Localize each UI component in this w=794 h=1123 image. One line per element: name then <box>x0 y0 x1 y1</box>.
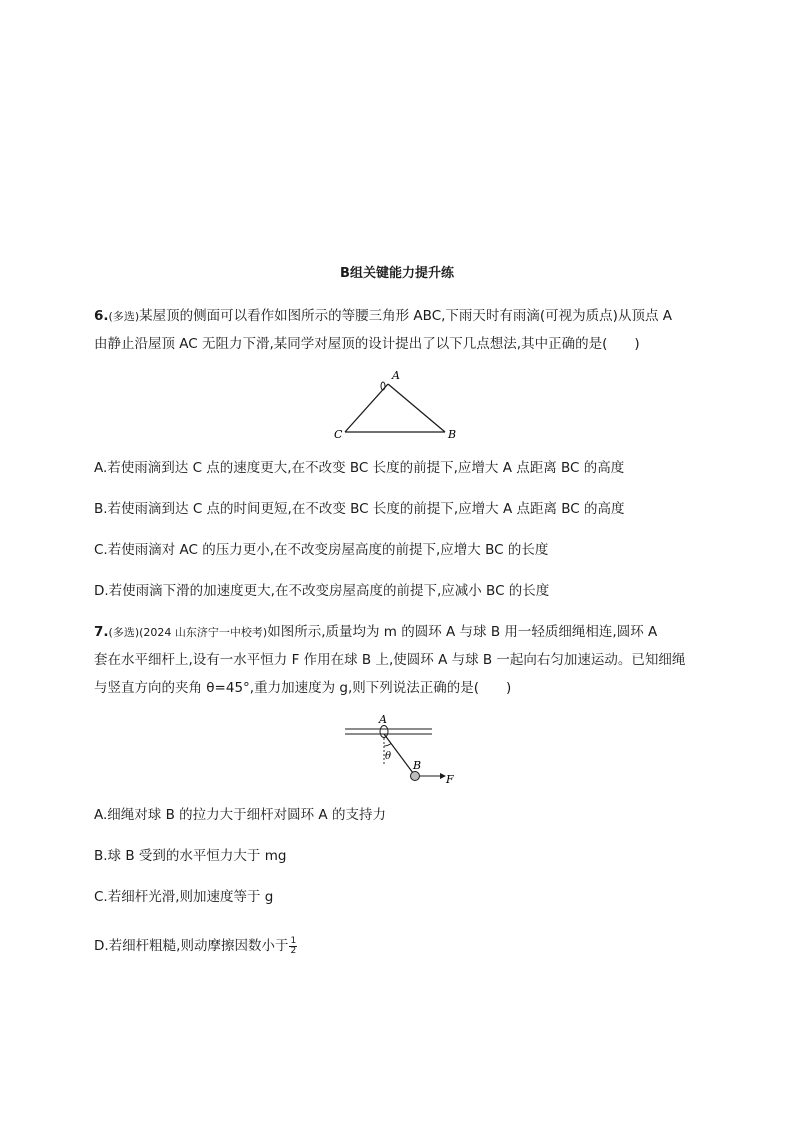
q7-stem-line1: 7.(多选)(2024 山东济宁一中校考)如图所示,质量均为 m 的圆环 A 与球 B 用一轻质细绳相连,圆环 A <box>94 624 658 640</box>
q7-stem-line3: 与竖直方向的夹角 θ=45°,重力加速度为 g,则下列说法正确的是( ) <box>94 680 512 696</box>
fraction-numerator: 1 <box>290 935 297 946</box>
q6-stem-line2: 由静止沿屋顶 AC 无阻力下滑,某同学对屋顶的设计提出了以下几点想法,其中正确的是( ) <box>94 336 640 352</box>
edge-ab <box>388 384 445 432</box>
q6-stem-text1: 某屋顶的侧面可以看作如图所示的等腰三角形 ABC,下雨天时有雨滴(可视为质点)从顶点 A <box>139 308 672 324</box>
q7-number: 7 <box>94 624 104 640</box>
q7-stem-line2: 套在水平细杆上,设有一水平恒力 F 作用在球 B 上,使圆环 A 与球 B 一起向右匀加速运动。已知细绳 <box>94 652 686 668</box>
q6-option-b: B.若使雨滴到达 C 点的时间更短,在不改变 BC 长度的前提下,应增大 A 点距离 BC 的高度 <box>94 501 625 517</box>
q7-stem-text1: 如图所示,质量均为 m 的圆环 A 与球 B 用一轻质细绳相连,圆环 A <box>267 624 658 640</box>
label-theta: θ <box>385 751 392 762</box>
q7-option-a: A.细绳对球 B 的拉力大于细杆对圆环 A 的支持力 <box>94 807 386 823</box>
q7-option-c: C.若细杆光滑,则加速度等于 g <box>94 889 274 905</box>
label-a: A <box>392 369 400 382</box>
edge-ac <box>345 384 388 432</box>
section-title: B组关键能力提升练 <box>340 266 454 281</box>
label-b: B <box>448 428 457 441</box>
ball-b-icon <box>411 772 420 781</box>
ring-a-icon <box>380 726 388 738</box>
label-b: B <box>413 759 422 772</box>
q7-ring-ball-figure <box>340 712 460 787</box>
q6-option-c: C.若使雨滴对 AC 的压力更小,在不改变房屋高度的前提下,应增大 BC 的长度 <box>94 542 549 558</box>
label-a: A <box>379 713 387 726</box>
q6-tag: (多选) <box>108 310 140 323</box>
fraction-denominator: 2 <box>290 945 297 956</box>
q6-option-a: A.若使雨滴到达 C 点的速度更大,在不改变 BC 长度的前提下,应增大 A 点距离 BC 的高度 <box>94 460 625 476</box>
fraction <box>289 937 297 956</box>
q6-stem-line1: 6.(多选)某屋顶的侧面可以看作如图所示的等腰三角形 ABC,下雨天时有雨滴(可视为质点)从顶点 A <box>94 308 672 324</box>
q7-source: (2024 山东济宁一中校考) <box>139 626 268 639</box>
q7-option-b: B.球 B 受到的水平恒力大于 mg <box>94 848 287 864</box>
q6-option-d: D.若使雨滴下滑的加速度更大,在不改变房屋高度的前提下,应减小 BC 的长度 <box>94 583 550 599</box>
theta-arc <box>384 744 391 747</box>
q6-number: 6 <box>94 308 104 324</box>
q7-tag: (多选) <box>108 626 140 639</box>
label-f: F <box>446 773 454 786</box>
q6-triangle-figure <box>330 368 460 446</box>
q7-option-d <box>94 936 297 956</box>
label-c: C <box>334 428 343 441</box>
q7-option-d-text: D.若细杆粗糙,则动摩擦因数小于 <box>94 938 289 954</box>
